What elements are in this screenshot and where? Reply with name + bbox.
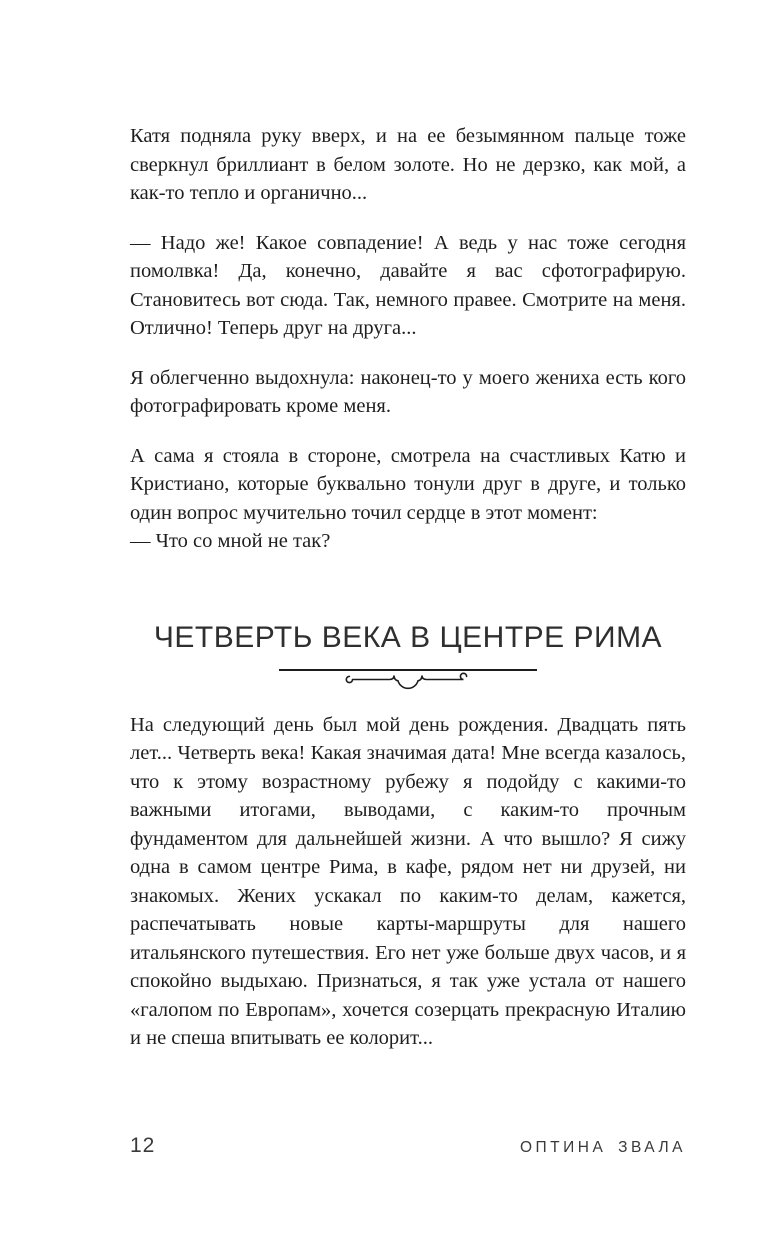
ornament-flourish-icon	[342, 672, 474, 696]
body-paragraph: А сама я стояла в стороне, смотрела на счастливых Катю и Кристиано, которые буквально тонули друг в друге, и только один вопрос мучительно точил сердце в этот момент:	[130, 444, 686, 524]
page-footer	[130, 1134, 686, 1158]
body-paragraph: На следующий день был мой день рождения. Двадцать пять лет... Четверть века! Какая значимая дата! Мне всегда казалось, что к этому возрастному рубежу я подойду с какими-то важными итогами, выводами, с каким-то прочным фундаментом для дальнейшей жизни. А что вышло? Я сижу одна в самом центре Рима, в кафе, рядом нет ни друзей, ни знакомых. Жених ускакал по каким-то делам, кажется, распечатывать новые карты-маршруты для нашего итальянского путешествия. Его нет уже больше двух часов, и я спокойно выдыхаю. Признаться, я так уже устала от нашего «галопом по Европам», хочется созерцать прекрасную Италию и не спеша впитывать ее колорит...	[130, 713, 686, 1049]
section-top	[130, 122, 686, 556]
running-footer-title: ОПТИНА ЗВАЛА	[519, 1139, 686, 1156]
body-paragraph: Катя подняла руку вверх, и на ее безымянном пальце тоже сверкнул бриллиант в белом золоте. Но не дерзко, как мой, а как-то тепло и органично...	[130, 125, 686, 204]
text-column	[130, 122, 686, 1053]
chapter-title: ЧЕТВЕРТЬ ВЕКА В ЦЕНТРЕ РИМА	[153, 620, 663, 654]
dialogue-line: — Что со мной не так?	[130, 530, 331, 552]
ornament-rule	[279, 669, 537, 671]
page-number: 12	[130, 1134, 156, 1157]
body-paragraph: Я облегченно выдохнула: наконец-то у моего жениха есть кого фотографировать кроме меня.	[130, 366, 686, 417]
body-paragraph: — Надо же! Какое совпадение! А ведь у нас тоже сегодня помолвка! Да, конечно, давайте я вас сфотографирую. Становитесь вот сюда. Так, немного правее. Смотрите на меня. Отлично! Теперь друг на друга...	[130, 231, 686, 339]
section-bottom	[130, 711, 686, 1053]
chapter-ornament	[130, 669, 686, 696]
